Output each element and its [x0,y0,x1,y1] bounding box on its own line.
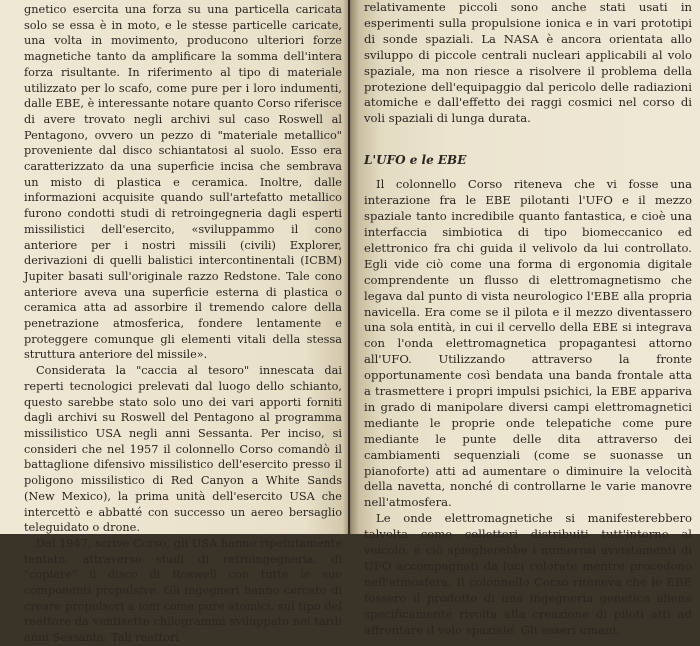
left-paragraph-3: Dal 1947, scrive Corso, gli USA hanno ripetutamente tentato, attraverso studi di retroingegneria, di "copiare" il disco di Roswell con tutte le sue componenti propulsive. Gli ingegneri hanno cercato di creare propulsori a ioni come pure atomici, sul tipo del reattore da ventisette chilogrammi sviluppato nei tardi anni Sessanta. Tali reattori [24,536,342,645]
section-spacer [364,127,692,139]
right-paragraph-2: Il colonnello Corso riteneva che vi fosse una interazione fra le EBE pilotanti l'UFO e il mezzo spaziale tanto incredibile quanto fantastica, e cioè una interfaccia simbiotica di tipo biomeccanico ed elettronico fra chi guida il velivolo da lui controllato. Egli vide ciò come una forma di ergonomia digitale comprendente un flusso di elettromagnetismo che legava dal punto di vista neurologico l'EBE alla propria navicella. Era come se il pilota e il mezzo diventassero una sola entità, in cui il cervello della EBE si integrava con l'onda elettromagnetica propagantesi attorno all'UFO. Utilizzando attraverso la fronte opportunamente così bendata una banda frontale atta a trasmettere i propri impulsi psichici, la EBE appariva in grado di manipolare diversi campi elettromagnetici mediante le proprie onde telepatiche come pure mediante le punte delle dita attraverso dei cambiamenti sequenziali (come se suonasse un pianoforte) atti ad aumentare o diminuire la velocità della navetta, nonché di controllarne le varie manovre nell'atmosfera. [364,177,692,510]
left-paragraph-2: Considerata la "caccia al tesoro" innescata dai reperti tecnologici prelevati dal luogo dello schianto, questo sarebbe stato solo uno dei vari apporti forniti dagli archivi su Roswell del Pentagono al programma missilistico USA negli anni Sessanta. Per inciso, si consideri che nel 1957 il colonnello Corso comandò il battaglione difensivo missilistico dell'esercito presso il poligono missilistico di Red Canyon a White Sands (New Mexico), la prima unità dell'esercito USA che intercettò e abbatté con successo un aereo bersaglio teleguidato o drone. [24,364,342,535]
left-paragraph-1: gnetico esercita una forza su una particella caricata solo se essa è in moto, e le stesse particelle caricate, una volta in movimento, producono ulteriori forze magnetiche tanto da amplificare la somma dell'intera forza risultante. In riferimento al tipo di materiale utilizzato per lo scafo, come pure per i loro indumenti, dalle EBE, è interessante notare quanto Corso riferisce di avere trovato negli archivi sul caso Roswell al Pentagono, ovvero un pezzo di "materiale metallico" proveniente dal disco schiantatosi al suolo. Esso era caratterizzato da una superficie incisa che sembrava un misto di plastica e ceramica. Inoltre, dalle informazioni acquisite quando sull'artefatto metallico furono condotti studi di retroingegneria dagli esperti missilistici dell'esercito, «sviluppammo il cono anteriore per i nostri missili (civili) Explorer, derivazioni di quelli balistici intercontinentali (ICBM) Jupiter basati sull'originale razzo Redstone. Tale cono anteriore aveva una superficie esterna di plastica o ceramica atta ad assorbire il tremendo calore della penetrazione atmosferica, fondere lentamente e proteggere comunque gli elementi vitali della stessa struttura anteriore del missile». [24,3,342,362]
section-heading: L'UFO e le EBE [364,153,467,168]
right-page [350,0,700,637]
left-page [0,0,348,645]
book-gutter [343,0,359,534]
right-paragraph-3: Le onde elettromagnetiche si manifesterebbero talvolta come collettori distribuiti tutt'intorno al veicolo, e ciò spiegherebbe i numerosi avvistamenti di UFO accompagnati da luci colorate mentre procedono nell'atmosfera. Il colonnello Corso riteneva che le EBE fossero il prodotto di una ingegneria genetica aliena specificamente rivolta alla creazione di piloti atti ad affrontare il volo spaziale. Gli esseri umani, [364,511,692,637]
right-paragraph-1: relativamente piccoli sono anche stati usati in esperimenti sulla propulsione ionica e in vari prototipi di sonde spaziali. La NASA è ancora orientata allo sviluppo di piccole centrali nucleari applicabili al volo spaziale, ma non riesce a risolvere il problema della protezione dell'equipaggio dal pericolo delle radiazioni atomiche e dall'effetto dei raggi cosmici nel corso di voli spaziali di lunga durata. [364,0,692,126]
